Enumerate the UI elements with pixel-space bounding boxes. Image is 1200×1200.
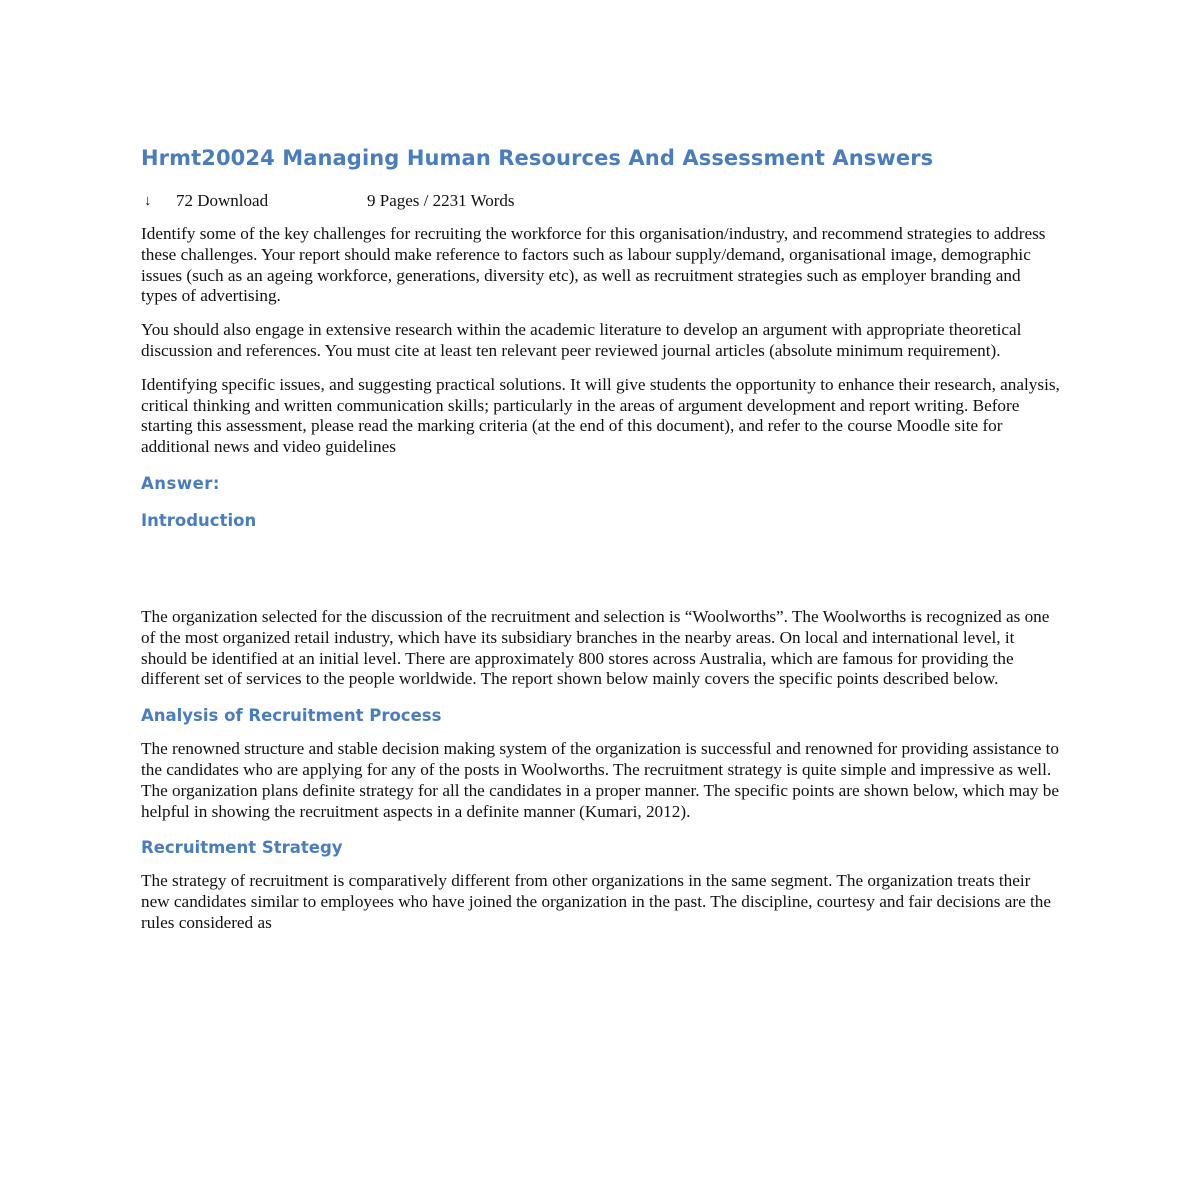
strategy-body: The strategy of recruitment is comparatively different from other organizations in the same segment. The organization treats their new candidates similar to employees who have joined the organization in the past. The discipline, courtesy and fair decisions are the rules considered as bbox=[141, 871, 1052, 932]
download-count: 72 Download bbox=[176, 191, 269, 210]
introduction-body: The organization selected for the discussion of the recruitment and selection is “Woolworths”. The Woolworths is recognized as one of the most organized retail industry, which have its subsidiary branches in the nearby areas. On local and international level, it should be identified at an initial level. There are approximately 800 stores across Australia, which are famous for providing the different set of services to the people worldwide. The report shown below mainly covers the specific points described below. bbox=[141, 606, 1050, 689]
analysis-body: The renowned structure and stable decision making system of the organization is successful and renowned for providing assistance to the candidates who are applying for any of the posts in Woolworths. The recruitment strategy is quite simple and impressive as well. The organization plans definite strategy for all the candidates in a proper manner. The specific points are shown below, which may be helpful in showing the recruitment aspects in a definite manner (Kumari, 2012). bbox=[141, 739, 1060, 821]
document-title: Hrmt20024 Managing Human Resources And Assessment Answers bbox=[141, 146, 934, 170]
answer-heading: Answer: bbox=[141, 473, 221, 493]
document-page bbox=[141, 146, 1061, 947]
question-paragraph-1: Identify some of the key challenges for recruiting the workforce for this organisation/industry, and recommend strategies to address these challenges. Your report should make reference to factors such as labour supply/demand, organisational image, demographic issues (such as an ageing workforce, generations, diversity etc), as well as recruitment strategies such as employer branding and types of advertising. bbox=[141, 224, 1046, 306]
pages-words-count: 9 Pages / 2231 Words bbox=[367, 191, 515, 210]
introduction-heading: Introduction bbox=[141, 510, 257, 530]
strategy-heading: Recruitment Strategy bbox=[141, 838, 343, 858]
document-meta bbox=[141, 190, 1061, 212]
analysis-heading: Analysis of Recruitment Process bbox=[141, 706, 442, 726]
download-icon[interactable]: ↓ bbox=[144, 192, 152, 209]
question-paragraph-2: You should also engage in extensive research within the academic literature to develop an argument with appropriate theoretical discussion and references. You must cite at least ten relevant peer reviewed journal articles (absolute minimum requirement). bbox=[141, 320, 1022, 360]
question-paragraph-3: Identifying specific issues, and suggesting practical solutions. It will give students the opportunity to enhance their research, analysis, critical thinking and written communication skills; particularly in the areas of argument development and report writing. Before starting this assessment, please read the marking criteria (at the end of this document), and refer to the course Moodle site for additional news and video guidelines bbox=[141, 374, 1060, 457]
